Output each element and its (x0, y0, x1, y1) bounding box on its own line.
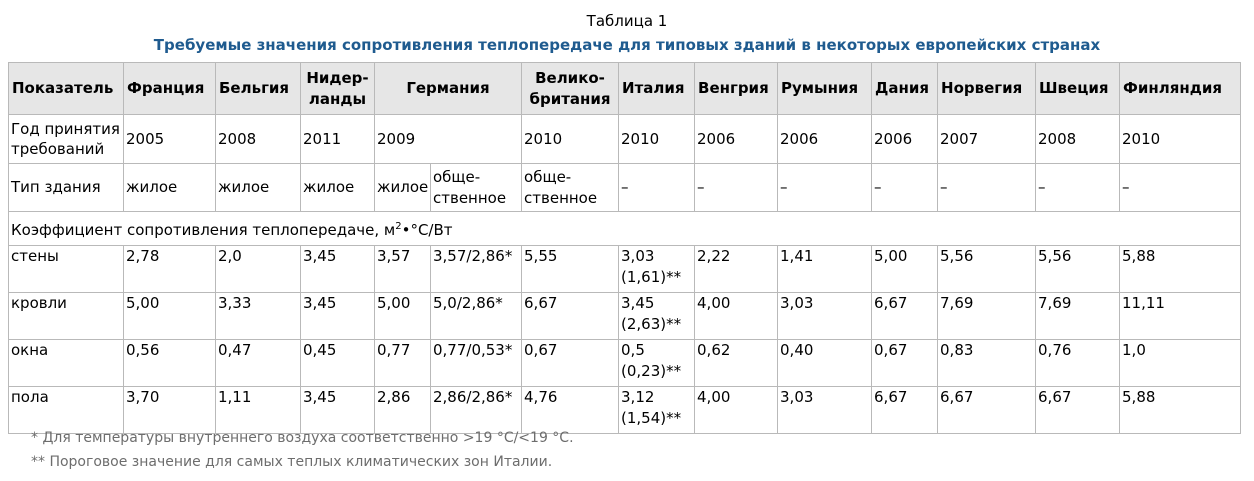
cell: 4,00 (695, 387, 778, 434)
cell: 0,45 (301, 340, 375, 387)
cell: жилое (216, 164, 301, 212)
cell: 5,88 (1120, 246, 1241, 293)
cell: 5,56 (1036, 246, 1120, 293)
row-label: окна (9, 340, 124, 387)
cell: 7,69 (938, 293, 1036, 340)
row-label: кровли (9, 293, 124, 340)
cell: 3,70 (124, 387, 216, 434)
cell: 6,67 (1036, 387, 1120, 434)
cell: 4,76 (522, 387, 619, 434)
table-row (9, 340, 1241, 387)
cell: жилое (375, 164, 431, 212)
cell: 5,00 (124, 293, 216, 340)
cell: – (778, 164, 872, 212)
cell: – (1036, 164, 1120, 212)
coefficient-heading (9, 212, 1241, 246)
cell: жилое (301, 164, 375, 212)
footnote-1: * Для температуры внутреннего воздуха соответственно >19 °С/<19 °С. (31, 430, 574, 446)
cell: 3,03 (1,61)** (619, 246, 695, 293)
header-belgium: Бельгия (216, 63, 301, 115)
cell: 6,67 (938, 387, 1036, 434)
cell: 7,69 (1036, 293, 1120, 340)
header-sweden: Швеция (1036, 63, 1120, 115)
cell: 0,40 (778, 340, 872, 387)
cell: – (619, 164, 695, 212)
cell: 5,56 (938, 246, 1036, 293)
header-germany: Германия (375, 63, 522, 115)
row-label: Год принятия требований (9, 115, 124, 164)
cell: 0,67 (872, 340, 938, 387)
cell: жилое (124, 164, 216, 212)
cell: 0,67 (522, 340, 619, 387)
header-denmark: Дания (872, 63, 938, 115)
cell: 2,86/2,86* (431, 387, 522, 434)
cell: обще- ственное (431, 164, 522, 212)
cell: 0,77/0,53* (431, 340, 522, 387)
cell: 2011 (301, 115, 375, 164)
header-uk: Велико- британия (522, 63, 619, 115)
cell: 3,57/2,86* (431, 246, 522, 293)
cell: 0,62 (695, 340, 778, 387)
values-body (9, 246, 1241, 434)
header-netherlands: Нидер- ланды (301, 63, 375, 115)
cell: 3,57 (375, 246, 431, 293)
cell: – (1120, 164, 1241, 212)
cell: 5,00 (375, 293, 431, 340)
cell: – (695, 164, 778, 212)
cell: 2008 (216, 115, 301, 164)
cell: 3,45 (2,63)** (619, 293, 695, 340)
cell: 0,77 (375, 340, 431, 387)
coefficient-heading-sup: 2 (395, 221, 402, 232)
cell: 1,0 (1120, 340, 1241, 387)
cell: – (872, 164, 938, 212)
cell: 2006 (778, 115, 872, 164)
cell: 1,41 (778, 246, 872, 293)
table-caption: Таблица 1 (586, 12, 668, 30)
header-italy: Италия (619, 63, 695, 115)
cell: 2009 (375, 115, 522, 164)
cell: 2,86 (375, 387, 431, 434)
cell: 5,0/2,86* (431, 293, 522, 340)
cell: 3,03 (778, 387, 872, 434)
cell: 3,45 (301, 387, 375, 434)
cell: 3,33 (216, 293, 301, 340)
cell: 2010 (522, 115, 619, 164)
cell: 2010 (1120, 115, 1241, 164)
cell: 3,45 (301, 293, 375, 340)
row-label: Тип здания (9, 164, 124, 212)
cell: 6,67 (872, 293, 938, 340)
header-finland: Финляндия (1120, 63, 1241, 115)
cell: 0,5 (0,23)** (619, 340, 695, 387)
cell: 5,00 (872, 246, 938, 293)
cell: 0,83 (938, 340, 1036, 387)
cell: 5,88 (1120, 387, 1241, 434)
cell: 4,00 (695, 293, 778, 340)
building-type-row (9, 164, 1241, 212)
cell: 0,47 (216, 340, 301, 387)
row-label: пола (9, 387, 124, 434)
cell: 2,22 (695, 246, 778, 293)
table-title: Требуемые значения сопротивления теплопередаче для типовых зданий в некоторых европейских странах (153, 36, 1101, 54)
cell: обще- ственное (522, 164, 619, 212)
header-romania: Румыния (778, 63, 872, 115)
footnote-2: ** Пороговое значение для самых теплых климатических зон Италии. (31, 454, 553, 470)
cell: 2006 (872, 115, 938, 164)
requirements-table (8, 62, 1241, 434)
cell: 0,76 (1036, 340, 1120, 387)
cell: 2005 (124, 115, 216, 164)
cell: 11,11 (1120, 293, 1241, 340)
cell: 3,03 (778, 293, 872, 340)
coefficient-heading-text: Коэффициент сопротивления теплопередаче, м (11, 221, 396, 239)
table-row (9, 246, 1241, 293)
header-indicator: Показатель (9, 63, 124, 115)
cell: 2,78 (124, 246, 216, 293)
cell: 3,12 (1,54)** (619, 387, 695, 434)
row-label: стены (9, 246, 124, 293)
table-row (9, 387, 1241, 434)
header-row (9, 63, 1241, 115)
coefficient-heading-row (9, 212, 1241, 246)
cell: 5,55 (522, 246, 619, 293)
year-row (9, 115, 1241, 164)
cell: 6,67 (522, 293, 619, 340)
header-france: Франция (124, 63, 216, 115)
cell: 2006 (695, 115, 778, 164)
cell: 1,11 (216, 387, 301, 434)
cell: 3,45 (301, 246, 375, 293)
cell: 2010 (619, 115, 695, 164)
cell: 6,67 (872, 387, 938, 434)
table-row (9, 293, 1241, 340)
cell: – (938, 164, 1036, 212)
cell: 2008 (1036, 115, 1120, 164)
cell: 2007 (938, 115, 1036, 164)
header-norway: Норвегия (938, 63, 1036, 115)
header-hungary: Венгрия (695, 63, 778, 115)
cell: 2,0 (216, 246, 301, 293)
coefficient-heading-unit: •°С/Вт (401, 221, 453, 239)
cell: 0,56 (124, 340, 216, 387)
